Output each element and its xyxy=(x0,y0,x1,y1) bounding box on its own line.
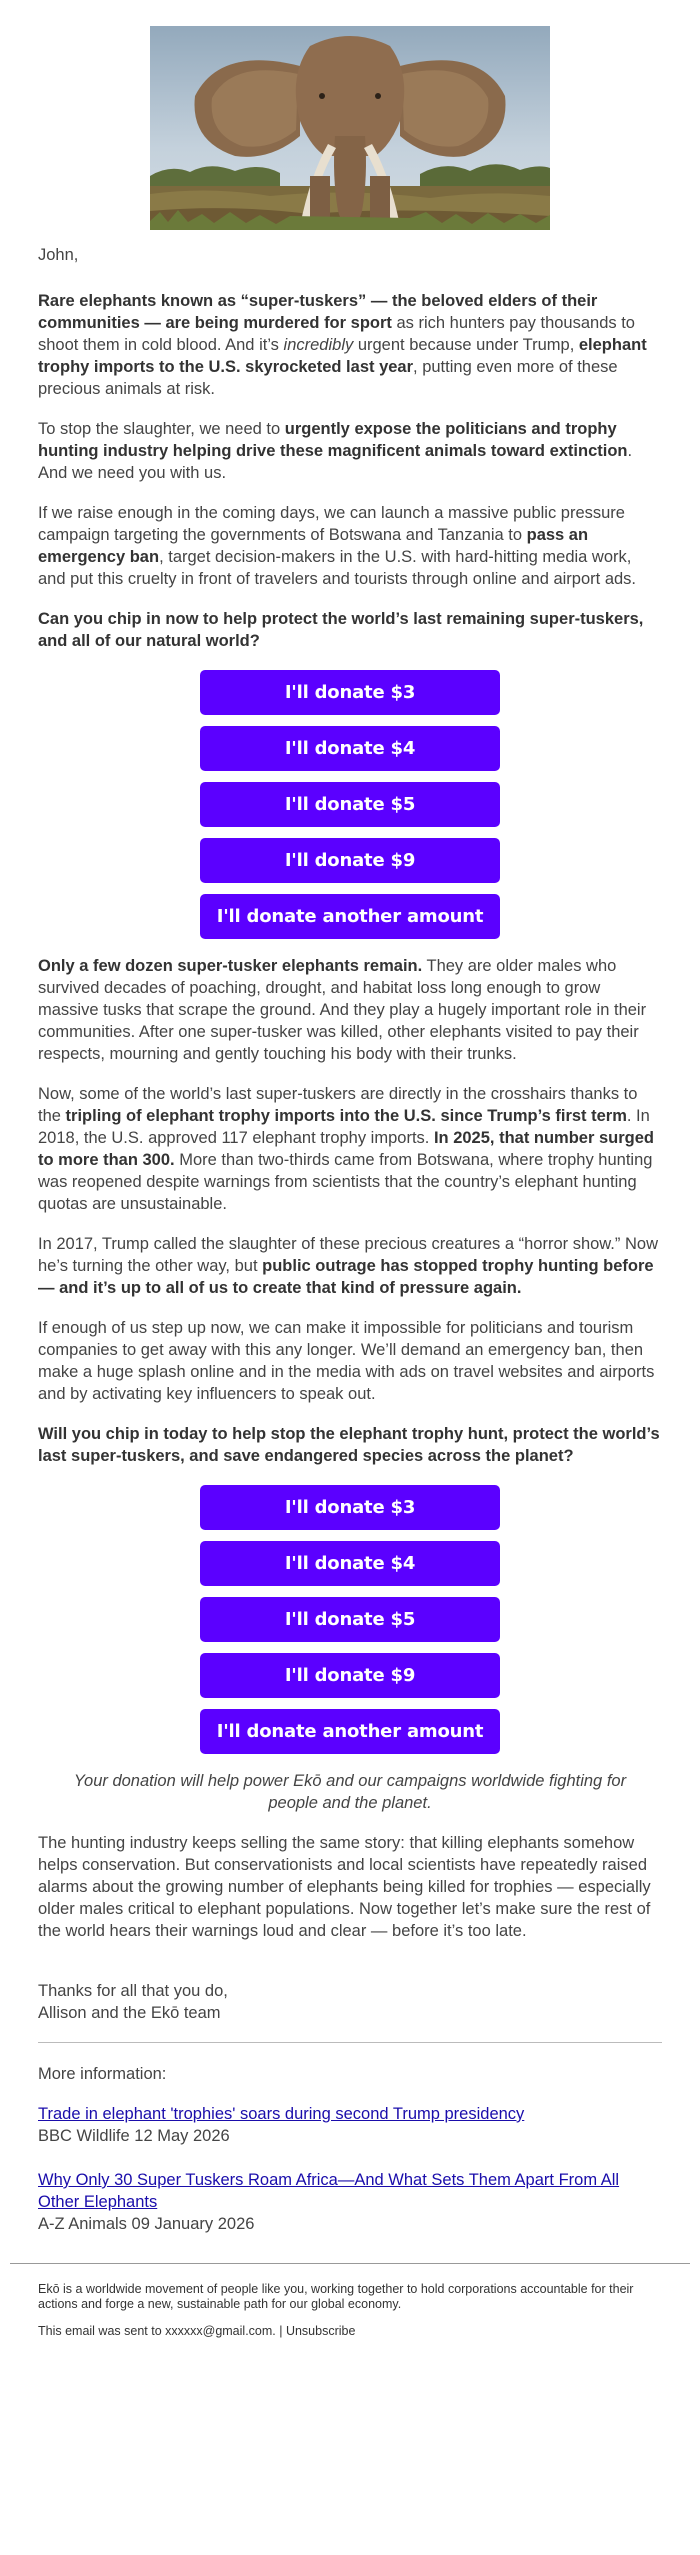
donate-button-group-1 xyxy=(200,670,500,939)
donate-button-group-2 xyxy=(200,1485,500,1754)
more-info-source-1: BBC Wildlife 12 May 2026 xyxy=(38,2127,230,2145)
p3-bold-1: pass an emergency ban xyxy=(38,526,589,566)
donate-3-button[interactable]: I'll donate $3 xyxy=(200,670,500,715)
p1-bold-1: Rare elephants known as “super-tuskers” — the beloved elders of their communities — are being murdered for sport xyxy=(38,292,598,332)
p3-text-2: , target decision-makers in the U.S. with hard-hitting media work, and put this cruelty in front of travelers and tourists through online and airport ads. xyxy=(38,548,637,588)
p1-text-2: urgent because under Trump, xyxy=(353,336,579,354)
horror-show-paragraph xyxy=(38,1233,662,1299)
donate-9-button[interactable]: I'll donate $9 xyxy=(200,838,500,883)
donate-5-button[interactable]: I'll donate $5 xyxy=(200,782,500,827)
p5-bold-1: tripling of elephant trophy imports into the U.S. since Trump’s first term xyxy=(65,1107,627,1125)
footer-sent-text: This email was sent to xxxxxx@gmail.com. | xyxy=(38,2324,286,2338)
p5-bold-2: In 2025, that number surged to more than 300. xyxy=(38,1129,655,1169)
p1-text-3: , putting even more of these precious animals at risk. xyxy=(38,358,618,398)
donate-9-button[interactable]: I'll donate $9 xyxy=(200,1653,500,1698)
p2-text-2: . And we need you with us. xyxy=(38,442,633,482)
p3-text-1: If we raise enough in the coming days, we can launch a massive public pressure campaign targeting the governments of Botswana and Tanzania to xyxy=(38,504,625,544)
unsubscribe-link[interactable]: Unsubscribe xyxy=(285,2324,356,2338)
more-info-title: More information: xyxy=(38,2065,167,2083)
donate-question-2: Will you chip in today to help stop the elephant trophy hunt, protect the world’s last super-tuskers, and save endangered species across the planet? xyxy=(38,1425,660,1465)
donate-question-1: Can you chip in now to help protect the world’s last remaining super-tuskers, and all of our natural world? xyxy=(38,610,644,650)
donate-other-amount-button[interactable]: I'll donate another amount xyxy=(200,1709,500,1754)
footer xyxy=(38,2282,662,2339)
footer-about: Ekō is a worldwide movement of people like you, working together to hold corporations accountable for their actions and forge a new, sustainable path for our global economy. xyxy=(38,2282,634,2311)
p4-text-1: They are older males who survived decades of poaching, drought, and habitat loss long enough to grow massive tusks that scrape the ground. And they play a hugely important role in their communities. After one super-tusker was killed, other elephants visited to pay their respects, mourning and gently touching his body with their trunks. xyxy=(38,957,647,1063)
p1-italic-1: incredibly xyxy=(283,336,354,354)
signoff-line-2: Allison and the Ekō team xyxy=(38,2004,221,2022)
p5-text-2: . In 2018, the U.S. approved 117 elephant trophy imports. xyxy=(38,1107,650,1147)
p4-bold-1: Only a few dozen super-tusker elephants remain. xyxy=(38,957,423,975)
donate-3-button[interactable]: I'll donate $3 xyxy=(200,1485,500,1530)
more-info-link-2[interactable]: Why Only 30 Super Tuskers Roam Africa—And What Sets Them Apart From All Other Elephants xyxy=(38,2171,620,2211)
divider xyxy=(38,2042,662,2043)
p2-bold-1: urgently expose the politicians and trophy hunting industry helping drive these magnificent animals toward extinction xyxy=(38,420,628,460)
donate-5-button[interactable]: I'll donate $5 xyxy=(200,1597,500,1642)
hunting-industry-paragraph: The hunting industry keeps selling the same story: that killing elephants somehow helps conservation. But conservationists and local scientists have repeatedly raised alarms about the growing number of elephants being killed for trophies — especially older males critical to elephant populations. Now together let’s make sure the rest of the world hears their warnings loud and clear — before it’s too late. xyxy=(38,1834,651,1940)
donate-other-amount-button[interactable]: I'll donate another amount xyxy=(200,894,500,939)
p1-text-1: as rich hunters pay thousands to shoot them in cold blood. And it’s xyxy=(38,314,635,354)
p6-bold-1: public outrage has stopped trophy hunting before — and it’s up to all of us to create that kind of pressure again. xyxy=(38,1257,654,1297)
signoff xyxy=(38,1980,662,2024)
hero-image xyxy=(150,26,550,230)
campaign-plan-paragraph xyxy=(38,502,662,590)
p1-bold-2: elephant trophy imports to the U.S. skyrocketed last year xyxy=(38,336,647,376)
greeting: John, xyxy=(38,246,79,264)
imports-paragraph xyxy=(38,1083,662,1215)
donate-4-button[interactable]: I'll donate $4 xyxy=(200,1541,500,1586)
footer-divider xyxy=(10,2263,690,2264)
more-info-source-2: A-Z Animals 09 January 2026 xyxy=(38,2215,255,2233)
elephant-illustration xyxy=(150,26,550,230)
intro-paragraph xyxy=(38,290,662,400)
p5-text-3: More than two-thirds came from Botswana, where trophy hunting was reopened despite warnings from scientists that the country’s elephant hunting quotas are unsustainable. xyxy=(38,1151,653,1213)
donation-note: Your donation will help power Ekō and our campaigns worldwide fighting for people and the planet. xyxy=(73,1772,627,1812)
email-body xyxy=(38,0,662,2235)
footer-sent-to xyxy=(38,2324,662,2339)
p5-text-1: Now, some of the world’s last super-tuskers are directly in the crosshairs thanks to the xyxy=(38,1085,638,1125)
donate-4-button[interactable]: I'll donate $4 xyxy=(200,726,500,771)
step-up-paragraph: If enough of us step up now, we can make it impossible for politicians and tourism companies to get away with this any longer. We’ll demand an emergency ban, then make a huge splash online and in the media with ads on travel websites and airports and by activating key influencers to speak out. xyxy=(38,1319,655,1403)
super-tuskers-paragraph xyxy=(38,955,662,1065)
more-info-link-1[interactable]: Trade in elephant 'trophies' soars during second Trump presidency xyxy=(38,2105,525,2123)
stop-slaughter-paragraph xyxy=(38,418,662,484)
p2-text-1: To stop the slaughter, we need to xyxy=(38,420,285,438)
signoff-line-1: Thanks for all that you do, xyxy=(38,1982,228,2000)
p6-text-1: In 2017, Trump called the slaughter of these precious creatures a “horror show.” Now he’s turning the other way, but xyxy=(38,1235,658,1275)
